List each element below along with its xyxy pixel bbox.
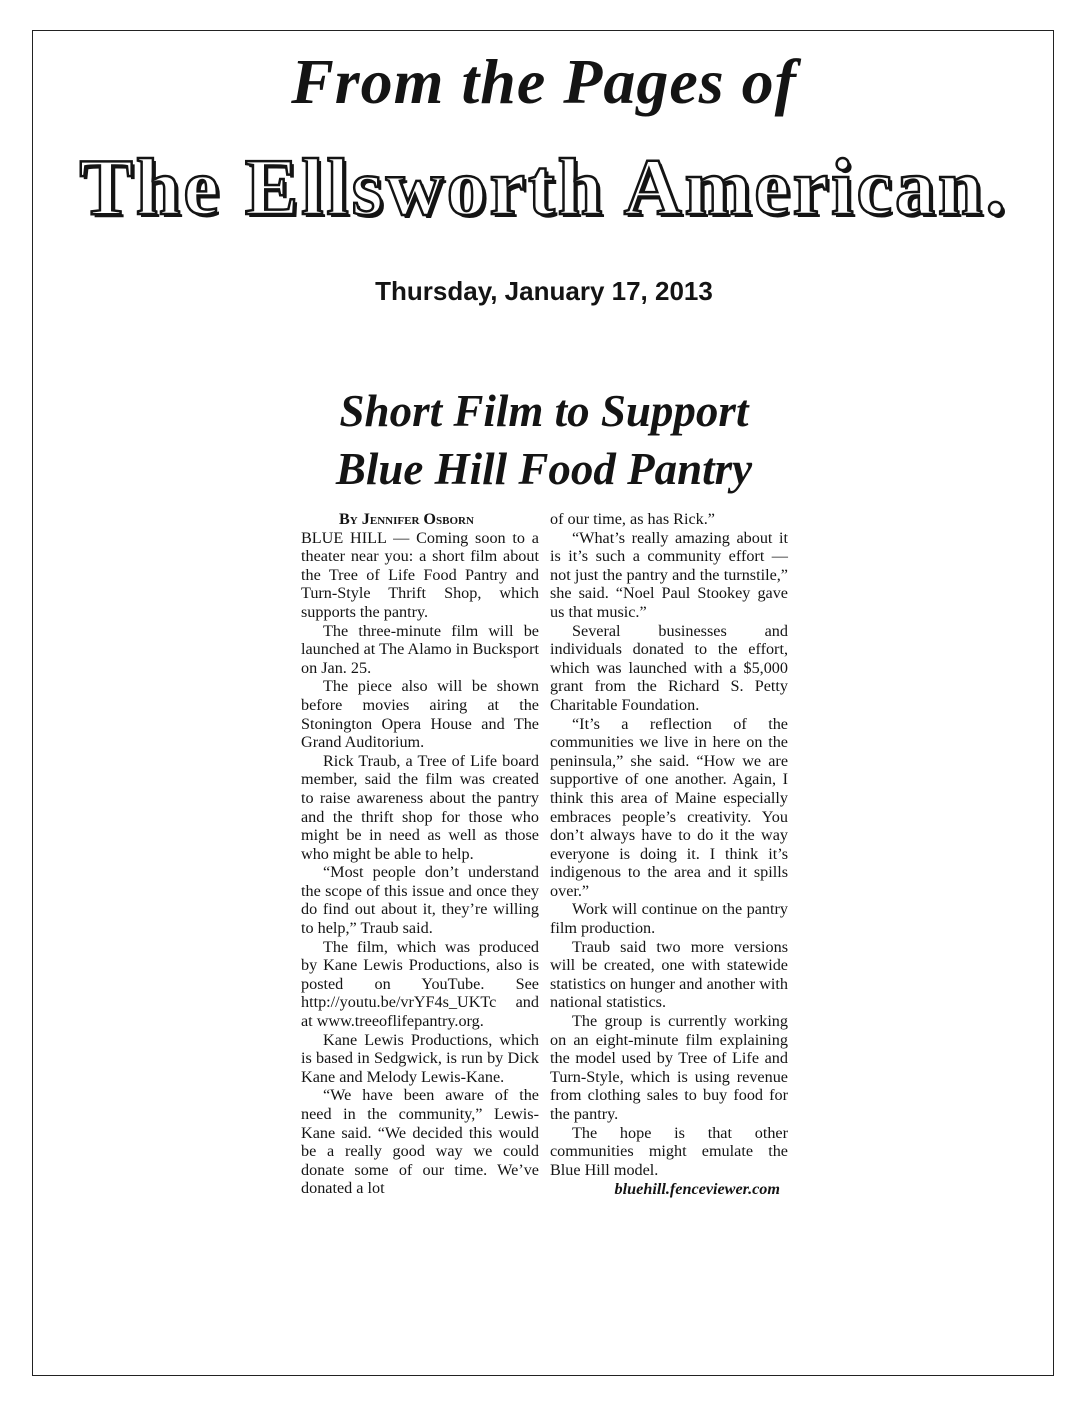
paragraph: “What’s really amazing about it is it’s such a community effort — not just the pantry and the turnstile,” she said. “Noel Paul Stookey gave us that music.” xyxy=(550,528,788,621)
paragraph: The group is currently working on an eight-minute film explaining the model used by Tree of Life and Turn-Style, which is using revenue from clothing sales to buy food for the pantry. xyxy=(550,1012,788,1123)
byline: By Jennifer Osborn xyxy=(339,510,474,528)
paragraph: The hope is that other communities might emulate the Blue Hill model. xyxy=(550,1123,788,1179)
paragraph: The piece also will be shown before movies airing at the Stonington Opera House and The Grand Auditorium. xyxy=(301,677,539,752)
paragraph: Traub said two more versions will be created, one with statewide statistics on hunger and another with national statistics. xyxy=(550,937,788,1012)
paragraph: “Most people don’t understand the scope of this issue and once they do find out about it, they’re willing to help,” Traub said. xyxy=(301,863,539,938)
newspaper-masthead: The Ellsworth American. xyxy=(79,144,1009,232)
headline-line-2: Blue Hill Food Pantry xyxy=(335,444,753,494)
paragraph: Work will continue on the pantry film production. xyxy=(550,900,788,938)
paragraph: Kane Lewis Productions, which is based in Sedgwick, is run by Dick Kane and Melody Lewis-Kane. xyxy=(301,1030,539,1086)
headline-line-1: Short Film to Support xyxy=(339,386,749,436)
issue-date: Thursday, January 17, 2013 xyxy=(375,276,713,306)
paragraph-continued: of our time, as has Rick.” xyxy=(550,510,715,528)
paragraph: Rick Traub, a Tree of Life board member, said the film was created to raise awareness about the pantry and the thrift shop for those who might be in need as well as those who might be able to help. xyxy=(301,751,539,863)
paragraph: The three-minute film will be launched at The Alamo in Bucksport on Jan. 25. xyxy=(301,621,539,677)
article-column-2 xyxy=(550,510,788,1199)
paragraph: Several businesses and individuals donated to the effort, which was launched with a $5,000 grant from the Richard S. Petty Charitable Foundation. xyxy=(550,621,788,714)
paragraph: “We have been aware of the need in the community,” Lewis-Kane said. “We decided this would be a really good way we could donate some of our time. We’ve donated a lot xyxy=(301,1086,539,1198)
paragraph: The film, which was produced by Kane Lewis Productions, also is posted on YouTube. See http://youtu.be/vrYF4s_UKTc and at www.treeoflifepantry.org. xyxy=(301,937,539,1031)
paragraph: “It’s a reflection of the communities we live in here on the peninsula,” she said. “How we are supportive of one another. Again, I think this area of Maine especially embraces people’s creativity. You don’t always have to do it the way everyone is doing it. I think it’s indigenous to the area and it spills over.” xyxy=(550,714,788,900)
article-headline xyxy=(0,382,1088,498)
source-credit: bluehill.fenceviewer.com xyxy=(614,1180,780,1199)
paragraph: BLUE HILL — Coming soon to a theater near you: a short film about the Tree of Life Food Pantry and Turn-Style Thrift Shop, which supports the pantry. xyxy=(301,528,539,621)
article-column-1 xyxy=(301,510,539,1198)
kicker-heading: From the Pages of xyxy=(291,46,797,117)
